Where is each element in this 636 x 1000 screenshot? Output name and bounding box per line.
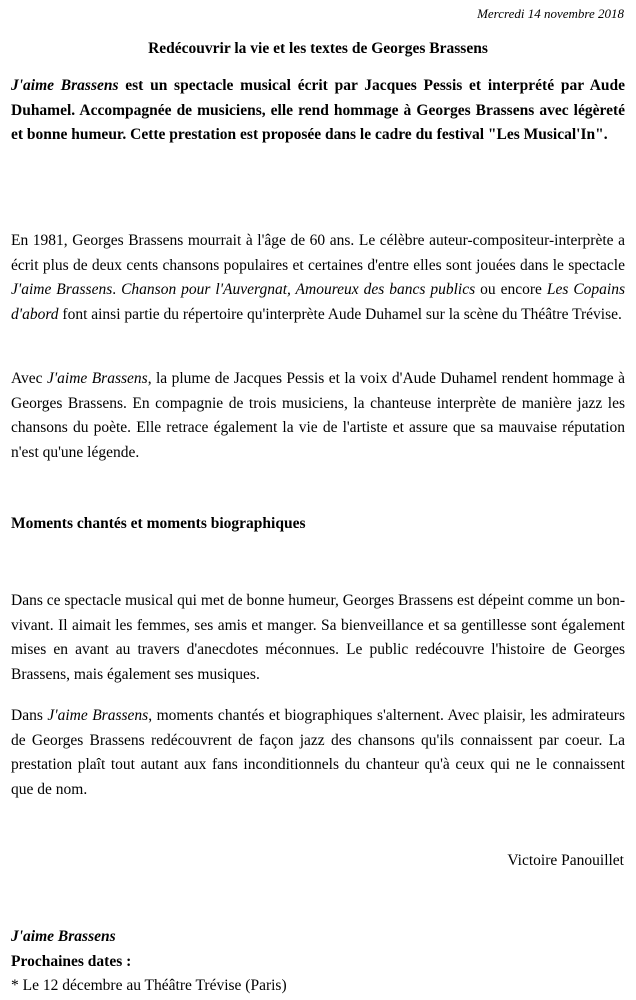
paragraph-1-part-4: font ainsi partie du répertoire qu'interprète Aude Duhamel sur la scène du Théâtre Trévise. — [58, 305, 622, 323]
publication-date: Mercredi 14 novembre 2018 — [477, 6, 624, 21]
paragraph-2-part-2: , la plume de Jacques Pessis et la voix d'Aude Duhamel rendent hommage à Georges Brassens. En compagnie de trois musiciens, la chanteuse interprète de manière jazz les chansons du poète. Elle retrace également la vie de l'artiste et assure que sa mauvaise réputation n'est qu'une légende. — [11, 370, 625, 461]
paragraph-2-show-name: J'aime Brassens — [46, 370, 148, 387]
paragraph-1-part-1: En 1981, Georges Brassens mourrait à l'âge de 60 ans. Le célèbre auteur-compositeur-interprète a écrit plus de deux cents chansons populaires et certaines d'entre elles sont jouées dans le spectacle — [11, 232, 625, 274]
paragraph-2 — [11, 367, 625, 465]
article-lead — [11, 74, 625, 148]
paragraph-4 — [11, 704, 625, 802]
paragraph-3: Dans ce spectacle musical qui met de bonne humeur, Georges Brassens est dépeint comme un bon-vivant. Il aimait les femmes, ses amis et manger. Sa bienveillance et sa gentillesse sont également mises en avant au travers d'anecdotes méconnues. Le public redécouvre l'histoire de Georges Brassens, mais également ses musiques. — [11, 592, 625, 683]
paragraph-1 — [11, 229, 625, 327]
event-info — [11, 925, 287, 999]
lead-text: est un spectacle musical écrit par Jacques Pessis et interprété par Aude Duhamel. Accompagnée de musiciens, elle rend hommage à Georges Brassens avec légèreté et bonne humeur. Cette prestation est proposée dans le cadre du festival "Les Musical'In". — [11, 77, 626, 143]
paragraph-4-part-2: , moments chantés et biographiques s'alternent. Avec plaisir, les admirateurs de Georges Brassens redécouvrent de façon jazz des chansons qu'ils connaissent par coeur. La prestation plaît tout autant aux fans inconditionnels du chanteur qu'à ceux qui ne le connaissent que de nom. — [11, 707, 625, 798]
article-title: Redécouvrir la vie et les textes de Georges Brassens — [148, 40, 488, 57]
upcoming-dates-label: Prochaines dates : — [11, 952, 132, 970]
paragraph-4-show-name: J'aime Brassens — [47, 707, 149, 724]
author-signature: Victoire Panouillet — [507, 852, 624, 869]
paragraph-4-part-1: Dans — [11, 707, 48, 724]
paragraph-1-songs-2: Les Copains d'abord — [11, 281, 625, 323]
paragraph-1-part-3: ou encore — [475, 281, 547, 298]
paragraph-1-show-name: J'aime Brassens — [11, 281, 113, 298]
paragraph-2-part-1: Avec — [11, 370, 47, 387]
paragraph-1-part-2: . — [112, 281, 122, 298]
upcoming-date-item: * Le 12 décembre au Théâtre Trévise (Paris) — [11, 977, 287, 994]
section-subheading: Moments chantés et moments biographiques — [11, 515, 306, 532]
lead-show-name: J'aime Brassens — [11, 77, 119, 94]
paragraph-1-songs-1: Chanson pour l'Auvergnat, Amoureux des bancs publics — [121, 281, 476, 298]
footer-show-name: J'aime Brassens — [11, 928, 116, 945]
